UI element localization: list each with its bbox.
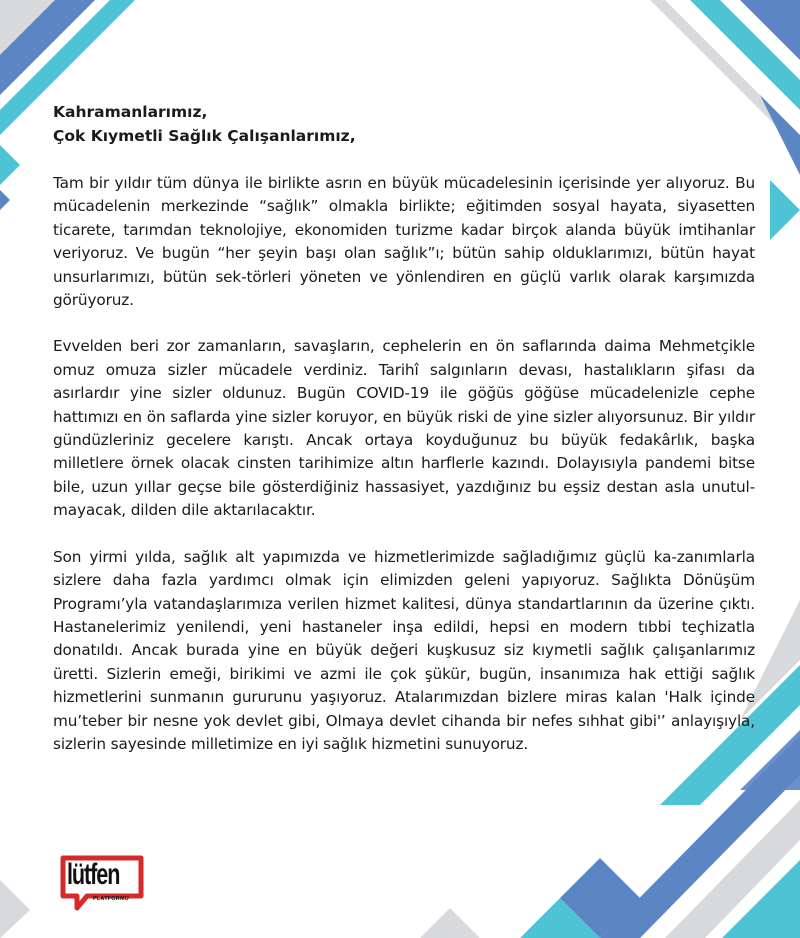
salutation-line-2: Çok Kıymetli Sağlık Çalışanlarımız, [53,127,356,145]
letter-body [53,100,755,756]
lutfen-platformu-logo [57,852,147,914]
logo-subtext: PLATFORMU [93,896,129,902]
corner-shapes-bottom-left [0,880,30,938]
paragraph-2: Evvelden beri zor zamanların, savaşların, cephelerin en ön saflarında daima Mehmetçikle omuz omuza sizler mücadele verdiniz. Tarihî salgınların devası, hastalıkların şifası da asırlardır yine sizler oldunuz. Bugün COVID-19 ile göğüs göğüse mücadelenizle cephe hattımızı en ön saflarda yine sizler koruyor, en büyük riski de yine sizler alıyorsunuz. Bir yıldır gündüzleriniz gecelere karıştı. Ancak ortaya koyduğunuz bu büyük fedakârlık, başka milletlere örnek olacak cinsten tarihimize altın harflerle kazındı. Dolayısıyla pandemi bitse bile, uzun yıllar geçse bile gösterdiğiniz hassasiyet, yazdığınız bu eşsiz destan asla unutul-mayacak, dilden dile aktarılacaktır. [53,337,755,520]
salutation-line-1: Kahramanlarımız, [53,103,208,121]
paragraph-3: Son yirmi yılda, sağlık alt yapımızda ve hizmetlerimizde sağladığımız güçlü ka-zanımlarla sizlere daha fazla yardımcı olmak için elimizden geleni yapıyoruz. Sağlıkta Dönüşüm Programı’yla vatandaşlarımıza verilen hizmet kalitesi, dünya standartlarının da üzerine çıktı. Hastanelerimiz yenilendi, yeni hastaneler inşa edildi, hepsi en modern tıbbi teçhizatla donatıldı. Ancak burada yine en büyük değeri kuşkusuz siz kıymetli sağlık çalışanlarımız üretti. Sizlerin emeği, birikimi ve azmi ile çok şükür, bugün, insanımıza hak ettiği sağlık hizmetlerini sunmanın gururunu yaşıyoruz. Atalarımızdan bizlere miras kalan 'Halk içinde mu’teber bir nesne yok devlet gibi, Olmaya devlet cihanda bir nefes sıhhat gibi'’ anlayışıyla, sizlerin sayesinde milletimize en iyi sağlık hizmetini sunuyoruz. [53,547,755,753]
salutation [53,100,755,148]
paragraph-1: Tam bir yıldır tüm dünya ile birlikte asrın en büyük mücadelesinin içerisinde yer alıyoruz. Bu mücadelenin merkezinde “sağlık” olmakla birlikte; eğitimden sosyal hayata, siyasetten ticarete, tarımdan teknolojiye, ekonomiden turizme kadar birçok alanda büyük imtihanlar veriyoruz. Ve bugün “her şeyin başı olan sağlık”ı; bütün sahip olduklarımızı, bütün hayat unsurlarımızı, bütün sek-törleri yöneten ve yönlendiren en güçlü varlık olarak karşımızda görüyoruz. [53,174,755,310]
logo-text: lütfen [67,858,120,891]
